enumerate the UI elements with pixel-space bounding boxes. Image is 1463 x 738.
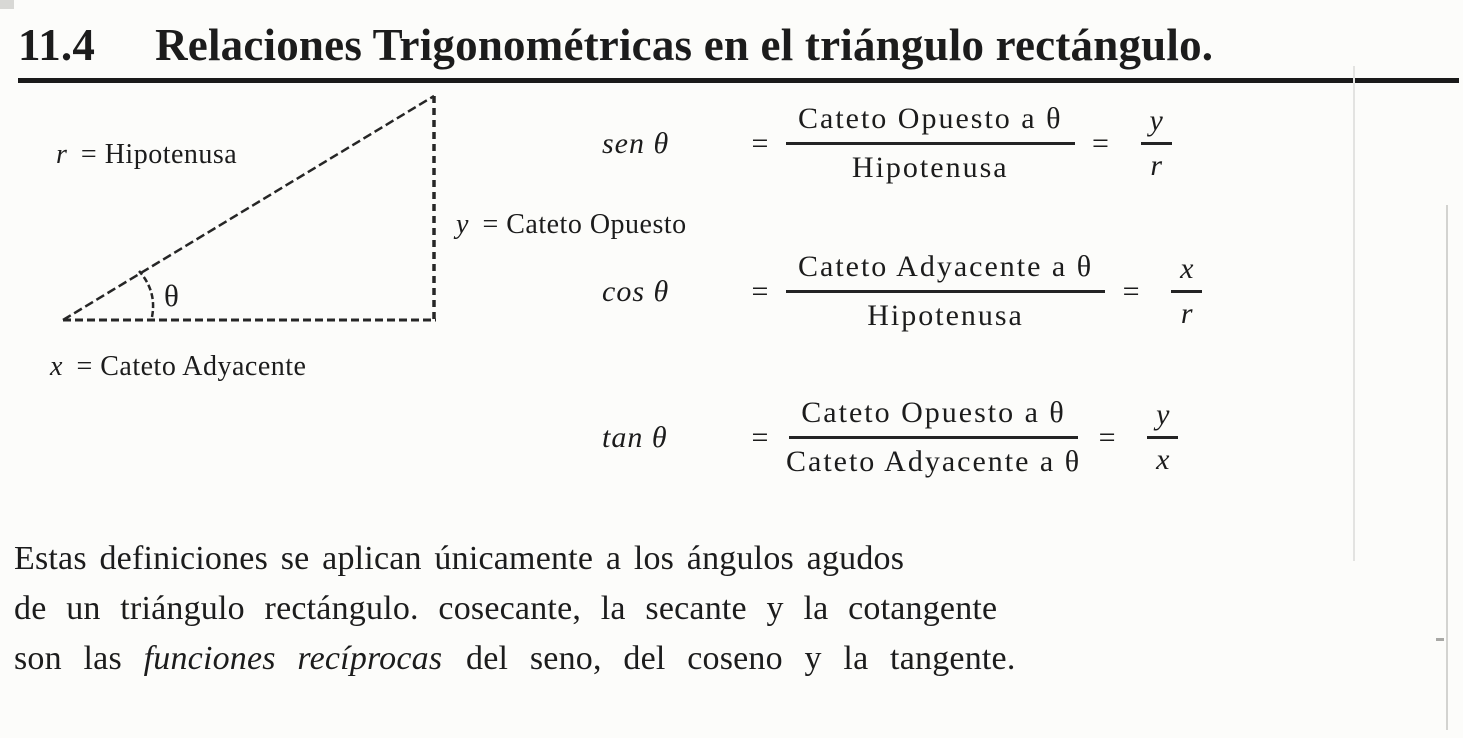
formula-sen-lhs: sen θ xyxy=(602,126,670,160)
hypotenuse-label xyxy=(56,139,237,171)
formula-tan-lhs: tan θ xyxy=(602,420,668,454)
equals-sign: = xyxy=(1092,126,1109,160)
scan-artifact-speck xyxy=(1436,638,1444,641)
ratio-cos-numerator: x xyxy=(1171,252,1202,293)
adjacent-leg-label xyxy=(50,351,306,383)
fraction-cos-denominator: Hipotenusa xyxy=(867,299,1024,332)
section-title-text: Relaciones Trigonométricas en el triángulo rectángulo. xyxy=(155,20,1214,70)
fraction-sen xyxy=(786,102,1075,185)
fraction-sen-numerator: Cateto Opuesto a θ xyxy=(786,102,1075,145)
angle-arc xyxy=(139,271,153,317)
ratio-cos-denominator: r xyxy=(1180,297,1193,330)
fraction-cos-numerator: Cateto Adyacente a θ xyxy=(786,250,1105,293)
scan-artifact-line xyxy=(1353,66,1355,561)
body-paragraph xyxy=(14,534,1234,684)
paragraph-line-2: de un triángulo rectángulo. cosecante, la secante y la cotangente xyxy=(14,590,998,627)
paragraph-line-3 xyxy=(14,634,1234,684)
equals-sign: = xyxy=(1098,420,1116,454)
equals-sign: = xyxy=(751,420,769,454)
ratio-sen-denominator: r xyxy=(1150,149,1162,182)
ratio-sen xyxy=(1141,104,1172,183)
fraction-sen-denominator: Hipotenusa xyxy=(851,151,1009,184)
paragraph-line-3-end: del seno, del coseno y la tangente. xyxy=(466,640,1016,677)
paragraph-line-3-start: son las xyxy=(14,640,122,677)
fraction-tan xyxy=(786,396,1081,479)
right-triangle-diagram xyxy=(40,88,450,338)
paragraph-line-1: Estas definiciones se aplican únicamente a los ángulos agudos xyxy=(14,540,905,577)
adjacent-symbol: x xyxy=(50,351,63,382)
equals-sign: = xyxy=(1122,274,1140,308)
section-title xyxy=(18,22,1459,83)
angle-theta-label: θ xyxy=(164,278,179,313)
opposite-symbol: y xyxy=(456,209,469,240)
ratio-cos xyxy=(1171,252,1202,331)
formula-cos xyxy=(602,250,1202,333)
paragraph-line-3-italic: funciones recíprocas xyxy=(143,640,443,677)
formula-cos-lhs: cos θ xyxy=(602,274,670,308)
scan-artifact-speck xyxy=(0,0,14,9)
fraction-tan-denominator: Cateto Adyacente a θ xyxy=(786,445,1082,478)
adjacent-text: = Cateto Adyacente xyxy=(76,351,307,382)
hypotenuse-text: = Hipotenusa xyxy=(80,139,238,170)
equals-sign: = xyxy=(751,274,769,308)
ratio-sen-numerator: y xyxy=(1141,104,1172,145)
equals-sign: = xyxy=(751,126,769,160)
section-number: 11.4 xyxy=(18,20,96,70)
formula-tan xyxy=(602,396,1178,479)
ratio-tan-numerator: y xyxy=(1147,398,1178,439)
fraction-cos xyxy=(786,250,1105,333)
opposite-text: = Cateto Opuesto xyxy=(482,209,687,240)
ratio-tan xyxy=(1147,398,1178,477)
formula-sen xyxy=(602,102,1172,185)
fraction-tan-numerator: Cateto Opuesto a θ xyxy=(789,396,1078,439)
opposite-leg-label xyxy=(456,209,687,241)
scan-artifact-line xyxy=(1446,205,1448,730)
hypotenuse-symbol: r xyxy=(56,139,68,170)
ratio-tan-denominator: x xyxy=(1156,443,1170,476)
triangle-hypotenuse-line xyxy=(63,96,434,320)
